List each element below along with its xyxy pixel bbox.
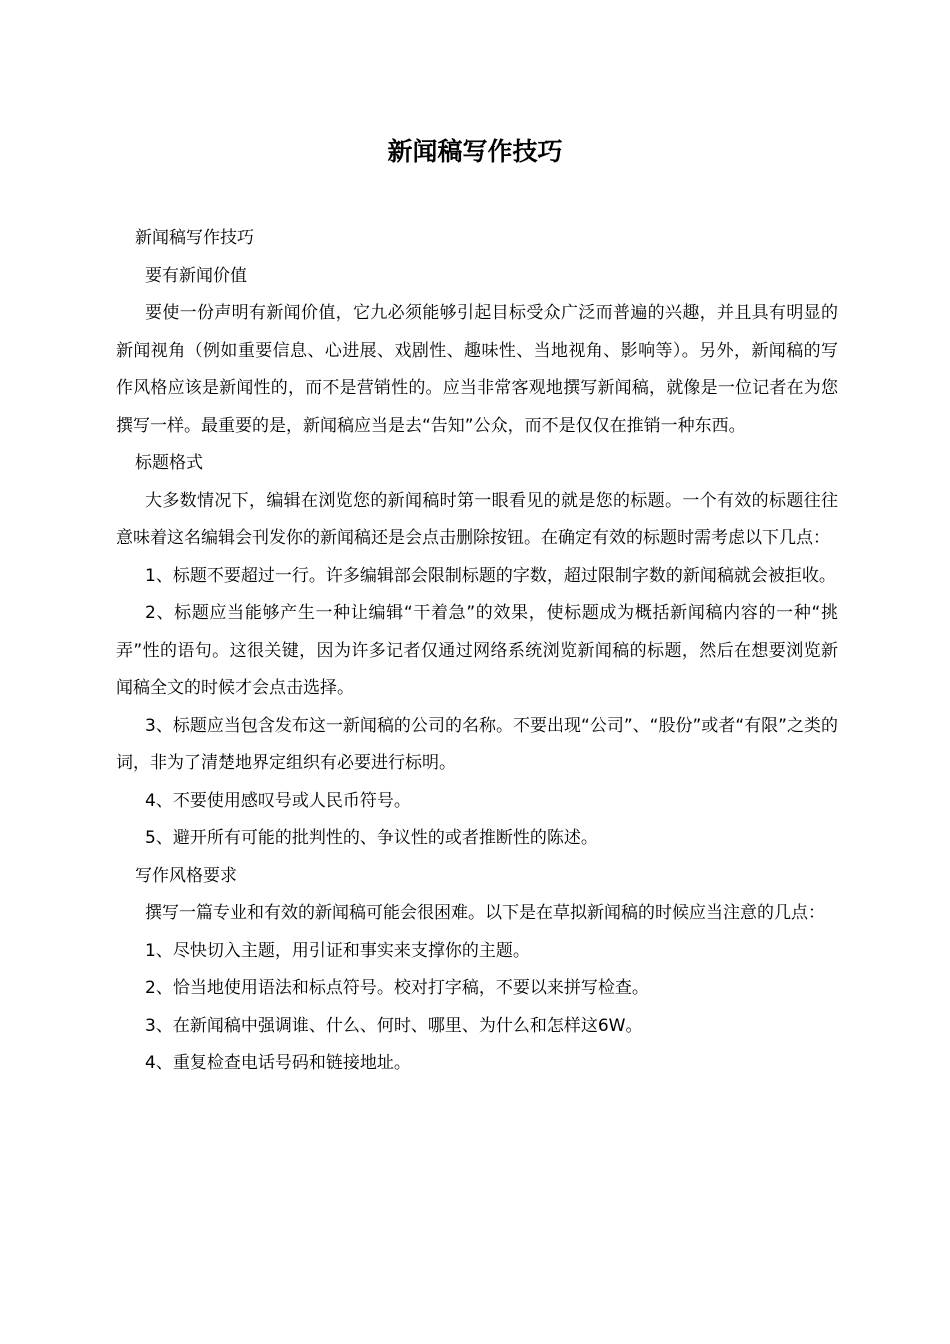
list-item: 3、在新闻稿中强调谁、什么、何时、哪里、为什么和怎样这6W。 bbox=[145, 1015, 643, 1036]
list-item: 4、不要使用感叹号或人民币符号。 bbox=[145, 790, 411, 811]
paragraph: 大多数情况下，编辑在浏览您的新闻稿时第一眼看见的就是您的标题。一个有效的标题往往意味着这名编辑会刊发你的新闻稿还是会点击删除按钮。在确定有效的标题时需考虑以下几点： bbox=[116, 490, 838, 548]
section-heading: 要有新闻价值 bbox=[145, 265, 247, 286]
list-item: 2、标题应当能够产生一种让编辑“干着急”的效果，使标题成为概括新闻稿内容的一种“挑弄”性的语句。这很关键，因为许多记者仅通过网络系统浏览新闻稿的标题，然后在想要浏览新闻稿全文的时候才会点击选择。 bbox=[116, 603, 838, 698]
list-item: 2、恰当地使用语法和标点符号。校对打字稿，不要以来拼写检查。 bbox=[145, 978, 649, 998]
section-heading: 新闻稿写作技巧 bbox=[135, 228, 254, 248]
list-item: 1、标题不要超过一行。许多编辑部会限制标题的字数，超过限制字数的新闻稿就会被拒收。 bbox=[145, 565, 836, 586]
page-title: 新闻稿写作技巧 bbox=[387, 137, 563, 166]
paragraph: 撰写一篇专业和有效的新闻稿可能会很困难。以下是在草拟新闻稿的时候应当注意的几点： bbox=[145, 903, 825, 923]
paragraph: 要使一份声明有新闻价值，它九必须能够引起目标受众广泛而普遍的兴趣，并且具有明显的新闻视角（例如重要信息、心进展、戏剧性、趣味性、当地视角、影响等）。另外，新闻稿的写作风格应该是新闻性的，而不是营销性的。应当非常客观地撰写新闻稿，就像是一位记者在为您撰写一样。最重要的是，新闻稿应当是去“告知”公众，而不是仅仅在推销一种东西。 bbox=[116, 303, 838, 436]
document-body bbox=[116, 220, 838, 1083]
section-heading: 标题格式 bbox=[135, 453, 203, 473]
list-item: 3、标题应当包含发布这一新闻稿的公司的名称。不要出现“公司”、“股份”或者“有限”之类的词，非为了清楚地界定组织有必要进行标明。 bbox=[116, 715, 838, 773]
list-item: 5、避开所有可能的批判性的、争议性的或者推断性的陈述。 bbox=[145, 828, 598, 848]
list-item: 1、尽快切入主题，用引证和事实来支撑你的主题。 bbox=[145, 940, 530, 961]
section-heading: 写作风格要求 bbox=[135, 865, 237, 886]
list-item: 4、重复检查电话号码和链接地址。 bbox=[145, 1053, 411, 1073]
